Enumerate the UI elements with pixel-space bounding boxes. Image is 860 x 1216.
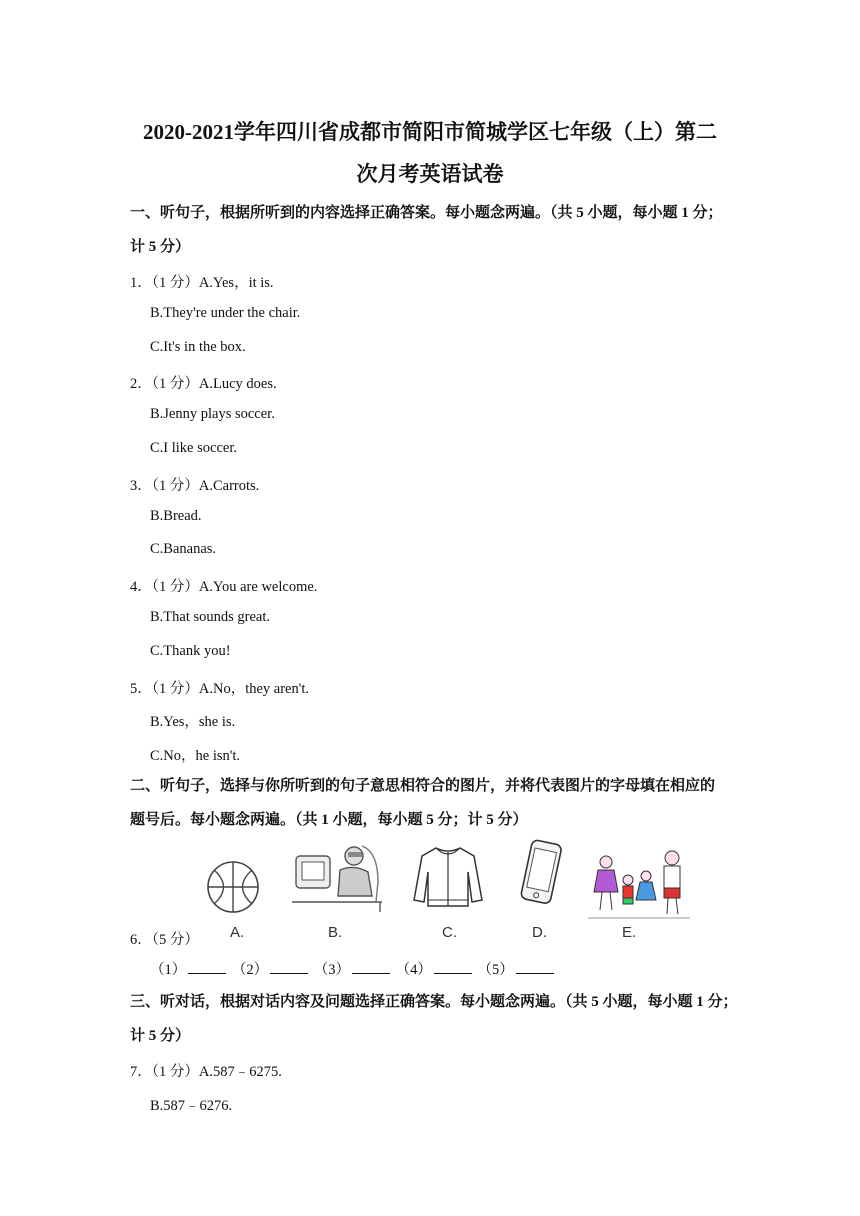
jacket-icon xyxy=(412,844,484,910)
picture-options xyxy=(200,838,700,944)
q3-option-c: C.Bananas. xyxy=(150,541,217,557)
q3-option-b: B.Bread. xyxy=(150,508,202,524)
q1-option-b: B.They're under the chair. xyxy=(150,305,301,321)
q5-option-c: C.No，he isn't. xyxy=(150,748,241,764)
section3-heading-line1: 三、听对话，根据对话内容及问题选择正确答案。每小题念两遍。（共 5 小题，每小题 1 分； xyxy=(130,994,738,1010)
picture-label-b: B. xyxy=(328,924,343,941)
q5-option-b: B.Yes，she is. xyxy=(150,714,236,730)
q4-stem: 4．（1 分）A.You are welcome. xyxy=(130,579,318,595)
picture-label-a: A. xyxy=(230,924,245,941)
blank-label-3: （3） xyxy=(313,962,350,978)
q6-stem: 6．（5 分） xyxy=(130,932,199,948)
exam-title-line1: 2020-2021学年四川省成都市简阳市简城学区七年级（上）第二 xyxy=(143,120,717,144)
answer-blank-5[interactable] xyxy=(516,959,554,974)
basketball-icon xyxy=(204,856,262,918)
q1-stem: 1．（1 分）A.Yes，it is. xyxy=(130,275,274,291)
picture-label-d: D. xyxy=(532,924,547,941)
computer-user-icon xyxy=(292,842,382,912)
answer-blank-4[interactable] xyxy=(434,959,472,974)
answer-blank-3[interactable] xyxy=(352,959,390,974)
section2-heading-line2: 题号后。每小题念两遍。（共 1 小题，每小题 5 分；计 5 分） xyxy=(130,812,528,828)
q2-option-b: B.Jenny plays soccer. xyxy=(150,406,275,422)
answer-blank-2[interactable] xyxy=(270,959,308,974)
mobile-phone-icon xyxy=(514,838,570,908)
q1-option-c: C.It's in the box. xyxy=(150,339,246,355)
blank-label-5: （5） xyxy=(477,962,514,978)
q5-stem: 5．（1 分）A.No，they aren't. xyxy=(130,681,309,697)
section2-heading-line1: 二、听句子，选择与你所听到的句子意思相符合的图片，并将代表图片的字母填在相应的 xyxy=(130,778,716,794)
q4-option-b: B.That sounds great. xyxy=(150,609,271,625)
q7-option-b: B.587﹣6276. xyxy=(150,1098,233,1114)
section3-heading-line2: 计 5 分） xyxy=(130,1028,191,1044)
section1-heading-line1: 一、听句子，根据所听到的内容选择正确答案。每小题念两遍。（共 5 小题，每小题 1 分； xyxy=(130,205,723,221)
q2-stem: 2．（1 分）A.Lucy does. xyxy=(130,376,277,392)
section3-heading xyxy=(130,985,740,1053)
blank-label-2: （2） xyxy=(231,962,269,978)
picture-label-c: C. xyxy=(442,924,457,941)
family-icon xyxy=(588,848,690,920)
q6-answer-blanks xyxy=(150,958,556,979)
picture-label-e: E. xyxy=(622,924,637,941)
q3-stem: 3．（1 分）A.Carrots. xyxy=(130,478,260,494)
q2-option-c: C.I like soccer. xyxy=(150,440,237,456)
q7-stem: 7．（1 分）A.587﹣6275. xyxy=(130,1064,282,1080)
blank-label-4: （4） xyxy=(395,962,432,978)
exam-title-line2: 次月考英语试卷 xyxy=(356,162,504,186)
q4-option-c: C.Thank you! xyxy=(150,643,231,659)
section1-heading xyxy=(130,196,740,264)
blank-label-1: （1） xyxy=(150,962,187,978)
answer-blank-1[interactable] xyxy=(188,959,226,974)
section2-heading xyxy=(130,769,740,837)
section1-heading-line2: 计 5 分） xyxy=(130,239,191,255)
